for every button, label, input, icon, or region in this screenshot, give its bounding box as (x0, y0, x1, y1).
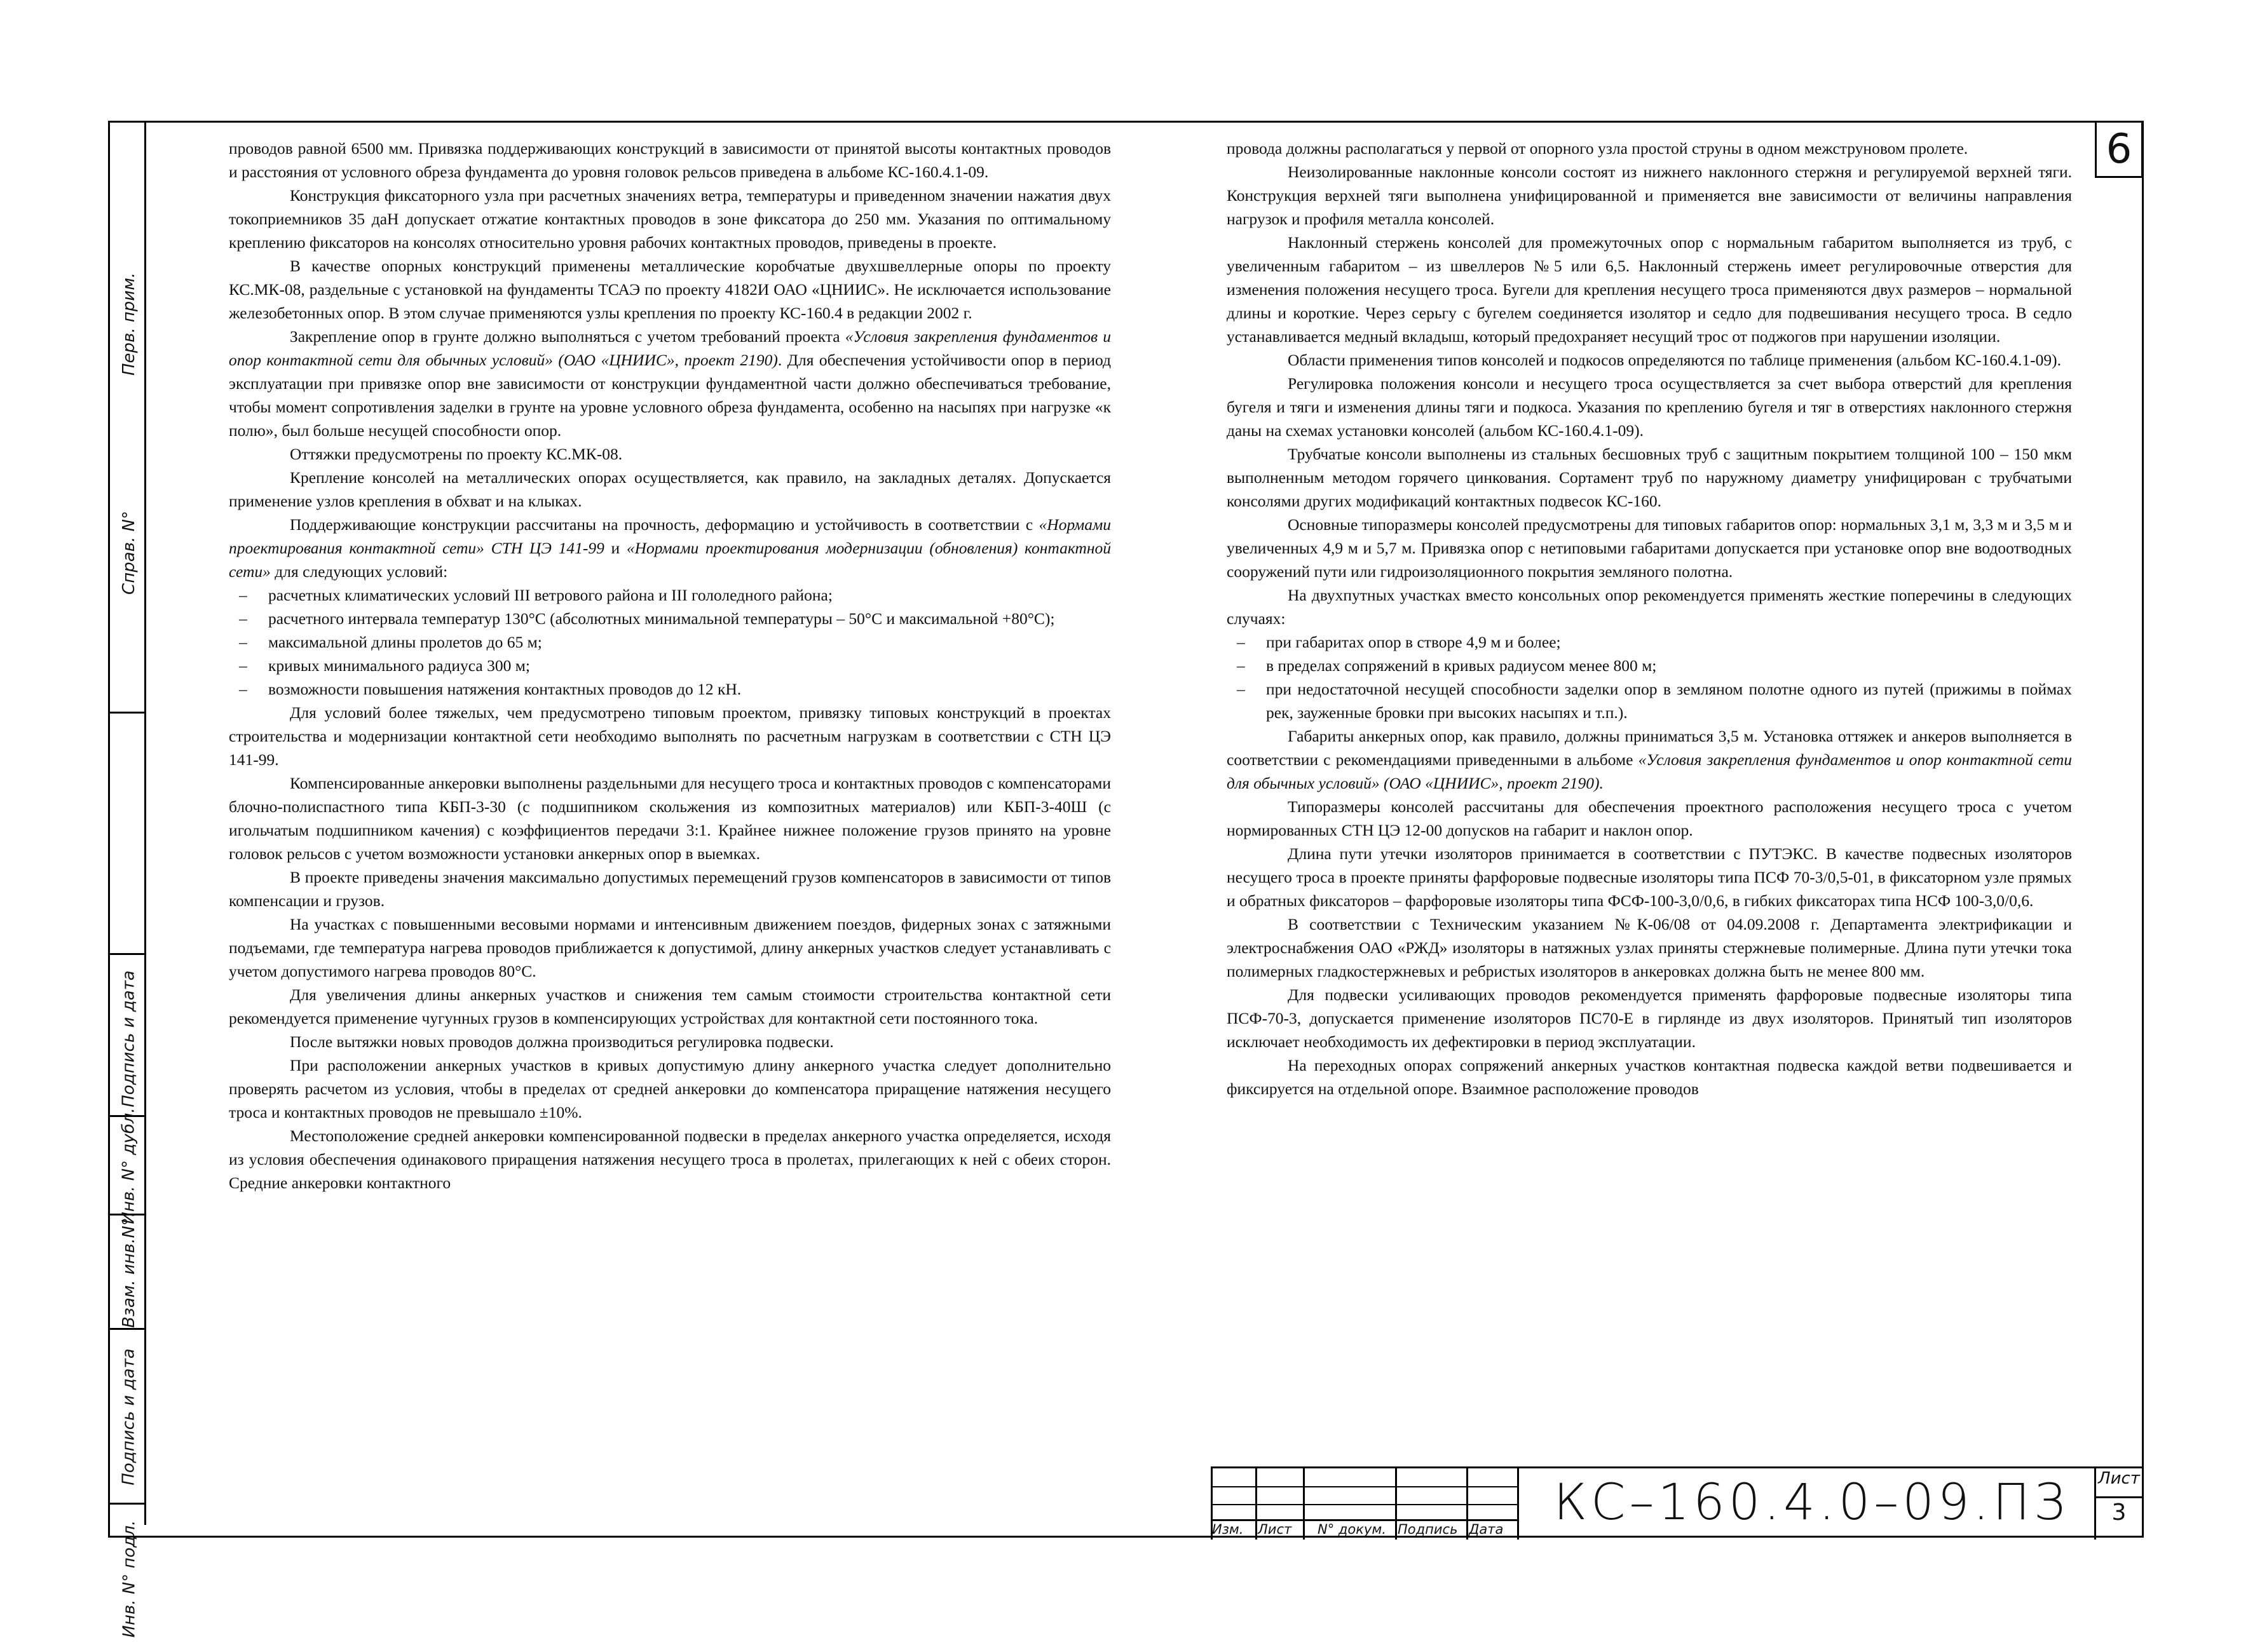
paragraph: Области применения типов консолей и подкосов определяются по таблице применения (альбом КС-160.4.1-09). (1288, 351, 2061, 369)
paragraph: Оттяжки предусмотрены по проекту КС.МК-08. (290, 445, 623, 463)
paragraph: Наклонный стержень консолей для промежуточных опор с нормальным габаритом выполняется из труб, с увеличенным габаритом – из швеллеров №5 или 6,5. Наклонный стержень имеет регулировочные отверстия для изменения положения несущего троса. Бугели для крепления несущего троса применяются двух размеров – нормальной длины и короткие. Через серьгу с бугелем соединяется изолятор и седло для подвешивания несущего троса. В седло устанавливается медный вкладыш, который предохраняет несущий трос от поджогов при нарушении изоляции. (1227, 233, 2072, 346)
paragraph: Крепление консолей на металлических опорах осуществляется, как правило, на закладных деталях. Допускается применение узлов крепления в обхват и на клыках. (229, 468, 1111, 510)
paragraph: Для подвески усиливающих проводов рекомендуется применять фарфоровые подвесные изоляторы типа ПСФ-70-3, допускается применение изоляторов ПС70-Е в гирлянде из двух изоляторов. Принятый тип изоляторов исключает необходимость их дефектировки в период эксплуатации. (1227, 985, 2072, 1051)
paragraph: Местоположение средней анкеровки компенсированной подвески в пределах анкерного участка определяется, исходя из условия обеспечения одинакового приращения натяжения несущего троса в пролетах, прилегающих к ней с обеих сторон. Средние анкеровки контактного (229, 1127, 1111, 1192)
side-label-inv-dubl: Инв. N° дубл. (119, 1107, 139, 1224)
side-stamp-strip (108, 121, 146, 1638)
sheet-label: Лист (2098, 1469, 2140, 1488)
left-column (229, 137, 1111, 1195)
sheet-number-box: 6 (2095, 121, 2143, 178)
stamp-label-podpis: Подпись (1398, 1522, 1458, 1537)
paragraph: Для условий более тяжелых, чем предусмотрено типовым проектом, привязку типовых конструкций в проектах строительства и модернизации контактной сети необходимо выполнять по расчетным нагрузкам в соответствии с СТН ЦЭ 141-99. (229, 703, 1111, 769)
list-item: – возможности повышения натяжения контактных проводов до 12 кН. (229, 677, 1111, 701)
paragraph: Закрепление опор в грунте должно выполняться с учетом требований проекта «Условия закрепления фундаментов и опор контактной сети для обычных условий» (ОАО «ЦНИИС», проект 2190). Для обеспечения устойчивости опор в период эксплуатации при привязке опор вне зависимости от конструкции фундаментной части должно обеспечиваться требование, чтобы момент сопротивления заделки в грунте на уровне условного обреза фундамента, особенно на насыпях при нагрузке «к полю», был больше несущей способности опор. (229, 327, 1111, 440)
paragraph: Типоразмеры консолей рассчитаны для обеспечения проектного расположения несущего троса с учетом нормированных СТН ЦЭ 12-00 допусков на габарит и наклон опор. (1227, 797, 2072, 839)
list-item: – при недостаточной несущей способности заделки опор в земляном полотне одного из путей (прижимы в поймах рек, зауженные бровки при высоких насыпях и т.п.). (1227, 677, 2072, 724)
paragraph: На двухпутных участках вместо консольных опор рекомендуется применять жесткие поперечины в следующих случаях: (1227, 586, 2072, 628)
side-label-podpis-data-1: Подпись и дата (119, 970, 139, 1107)
paragraph: В проекте приведены значения максимально допустимых перемещений грузов компенсаторов в зависимости от типов компенсации и грузов. (229, 868, 1111, 910)
right-column (1227, 137, 2072, 1100)
document-code: КС–160.4.0–09.ПЗ (1553, 1474, 2069, 1531)
paragraph: В качестве опорных конструкций применены металлические коробчатые двухшвеллерные опоры по проекту КС.МК-08, раздельные с установкой на фундаменты ТСАЭ по проекту 4182И ОАО «ЦНИИС». Не исключается использование железобетонных опор. В этом случае применяются узлы крепления по проекту КС-160.4 в редакции 2002 г. (229, 257, 1111, 322)
side-label-podpis-data-2: Подпись и дата (119, 1348, 139, 1486)
stamp-label-n-dokum: N° докум. (1318, 1522, 1386, 1537)
paragraph: Длина пути утечки изоляторов принимается в соответствии с ПУТЭКС. В качестве подвесных изоляторов несущего троса в проекте приняты фарфоровые подвесные изоляторы типа ПСФ 70-3/0,5-01, в фиксаторном узле прямых и обратных фиксаторов – фарфоровые изоляторы типа ФСФ-100-3,0/0,6, в гибких фиксаторах типа НСФ 100-3,0/0,6. (1227, 844, 2072, 910)
paragraph: Габариты анкерных опор, как правило, должны приниматься 3,5 м. Установка оттяжек и анкеров выполняется в соответствии с рекомендациями приведенными в альбоме «Условия закрепления фундаментов и опор контактной сети для обычных условий» (ОАО «ЦНИИС», проект 2190). (1227, 727, 2072, 792)
paragraph: Неизолированные наклонные консоли состоят из нижнего наклонного стержня и регулируемой верхней тяги. Конструкция верхней тяги выполнена унифицированной и применяется вне зависимости от величины направления нагрузок и профиля металла консолей. (1227, 163, 2072, 228)
paragraph: Основные типоразмеры консолей предусмотрены для типовых габаритов опор: нормальных 3,1 м, 3,3 м и 3,5 м и увеличенных 4,9 м и 5,7 м. Привязка опор с нетиповыми габаритами допускается при установке опор вне водоотводных сооружений пути или гидроизоляционного покрытия земляного полотна. (1227, 515, 2072, 581)
paragraph: Поддерживающие конструкции рассчитаны на прочность, деформацию и устойчивость в соответствии с «Нормами проектирования контактной сети» СТН ЦЭ 141-99 и «Нормами проектирования модернизации (обновления) контактной сети» для следующих условий: (229, 515, 1111, 581)
paragraph: Для увеличения длины анкерных участков и снижения тем самым стоимости строительства контактной сети рекомендуется применение чугунных грузов в компенсирующих устройствах для контактной сети постоянного тока. (229, 985, 1111, 1027)
paragraph: Регулировка положения консоли и несущего троса осуществляется за счет выбора отверстий для крепления бугеля и тяги и изменения длины тяги и подкоса. Указания по креплению бугеля и тяг в отверстиях наклонного стержня даны на схемах установки консолей (альбом КС-160.4.1-09). (1227, 374, 2072, 440)
paragraph: Компенсированные анкеровки выполнены раздельными для несущего троса и контактных проводов с компенсаторами блочно-полиспастного типа КБП-3-30 (с подшипником скольжения из композитных материалов) или КБП-3-40Ш (с игольчатым подшипником качения) с коэффициентов передачи 3:1. Крайнее нижнее положение грузов принято на уровне головок рельсов с учетом возможности установки анкерных опор в выемках. (229, 774, 1111, 863)
list-item: – расчетного интервала температур 130°С (абсолютных минимальной температуры – 50°С и максимальной +80°С); (229, 607, 1111, 630)
list-item: – кривых минимального радиуса 300 м; (229, 654, 1111, 677)
paragraph: В соответствии с Техническим указанием №К-06/08 от 04.09.2008 г. Департамента электрификации и электроснабжения ОАО «РЖД» изоляторы в натяжных узлах приняты стержневые полимерные. Длина пути утечки тока полимерных гладкостержневых и ребристых изоляторов в анкеровках должна быть не менее 800 мм. (1227, 915, 2072, 980)
conditions-list (229, 583, 1111, 701)
paragraph: На участках с повышенными весовыми нормами и интенсивным движением поездов, фидерных зонах с затяжными подъемами, где температура нагрева проводов приближается к допустимой, длину анкерных участков следует устанавливать с учетом допустимого нагрева проводов 80°С. (229, 915, 1111, 980)
list-item: – расчетных климатических условий III ветрового района и III гололедного района; (229, 583, 1111, 607)
paragraph: При расположении анкерных участков в кривых допустимую длину анкерного участка следует дополнительно проверять расчетом из условия, чтобы в пределах от средней анкеровки до компенсатора приращение натяжения несущего троса и контактных проводов не превышало ±10%. (229, 1056, 1111, 1121)
side-label-inv-podl: Инв. N° подл. (119, 1520, 139, 1638)
stamp-label-data: Дата (1469, 1522, 1504, 1537)
list-item: – при габаритах опор в створе 4,9 м и более; (1227, 630, 2072, 654)
stamp-label-izm: Изм. (1212, 1522, 1244, 1537)
list-item: – в пределах сопряжений в кривых радиусом менее 800 м; (1227, 654, 2072, 677)
paragraph: проводов равной 6500 мм. Привязка поддерживающих конструкций в зависимости от принятой высоты контактных проводов и расстояния от условного обреза фундамента до уровня головок рельсов приведена в альбоме КС-160.4.1-09. (229, 139, 1111, 181)
paragraph: провода должны располагаться у первой от опорного узла простой струны в одном межструновом пролете. (1227, 139, 1968, 158)
paragraph: Конструкция фиксаторного узла при расчетных значениях ветра, температуры и приведенном значении нажатия двух токоприемников 35 даН допускает отжатие контактных проводов в зоне фиксатора до 250 мм. Указания по оптимальному креплению фиксаторов на консолях относительно уровня рабочих контактных проводов, приведены в проекте. (229, 186, 1111, 252)
paragraph: На переходных опорах сопряжений анкерных участков контактная подвеска каждой ветви подвешивается и фиксируется на отдельной опоре. Взаимное расположение проводов (1227, 1056, 2072, 1098)
paragraph: После вытяжки новых проводов должна производиться регулировка подвески. (290, 1032, 834, 1051)
list-item: – максимальной длины пролетов до 65 м; (229, 630, 1111, 654)
sheet-value: 3 (2111, 1500, 2127, 1526)
paragraph: Трубчатые консоли выполнены из стальных бесшовных труб с защитным покрытием толщиной 100 – 150 мкм выполненным методом горячего цинкования. Сортамент труб по наружному диаметру унифицирован с трубчатыми консолями других модификаций контактных подвесок КС-160. (1227, 445, 2072, 510)
side-label-vzam-inv: Взам. инв.N° (119, 1217, 139, 1328)
side-label-perv-prim: Перв. прим. (119, 272, 139, 376)
cases-list (1227, 630, 2072, 724)
side-label-sprav-n: Справ. N° (119, 511, 139, 595)
stamp-label-list: Лист (1258, 1522, 1292, 1537)
